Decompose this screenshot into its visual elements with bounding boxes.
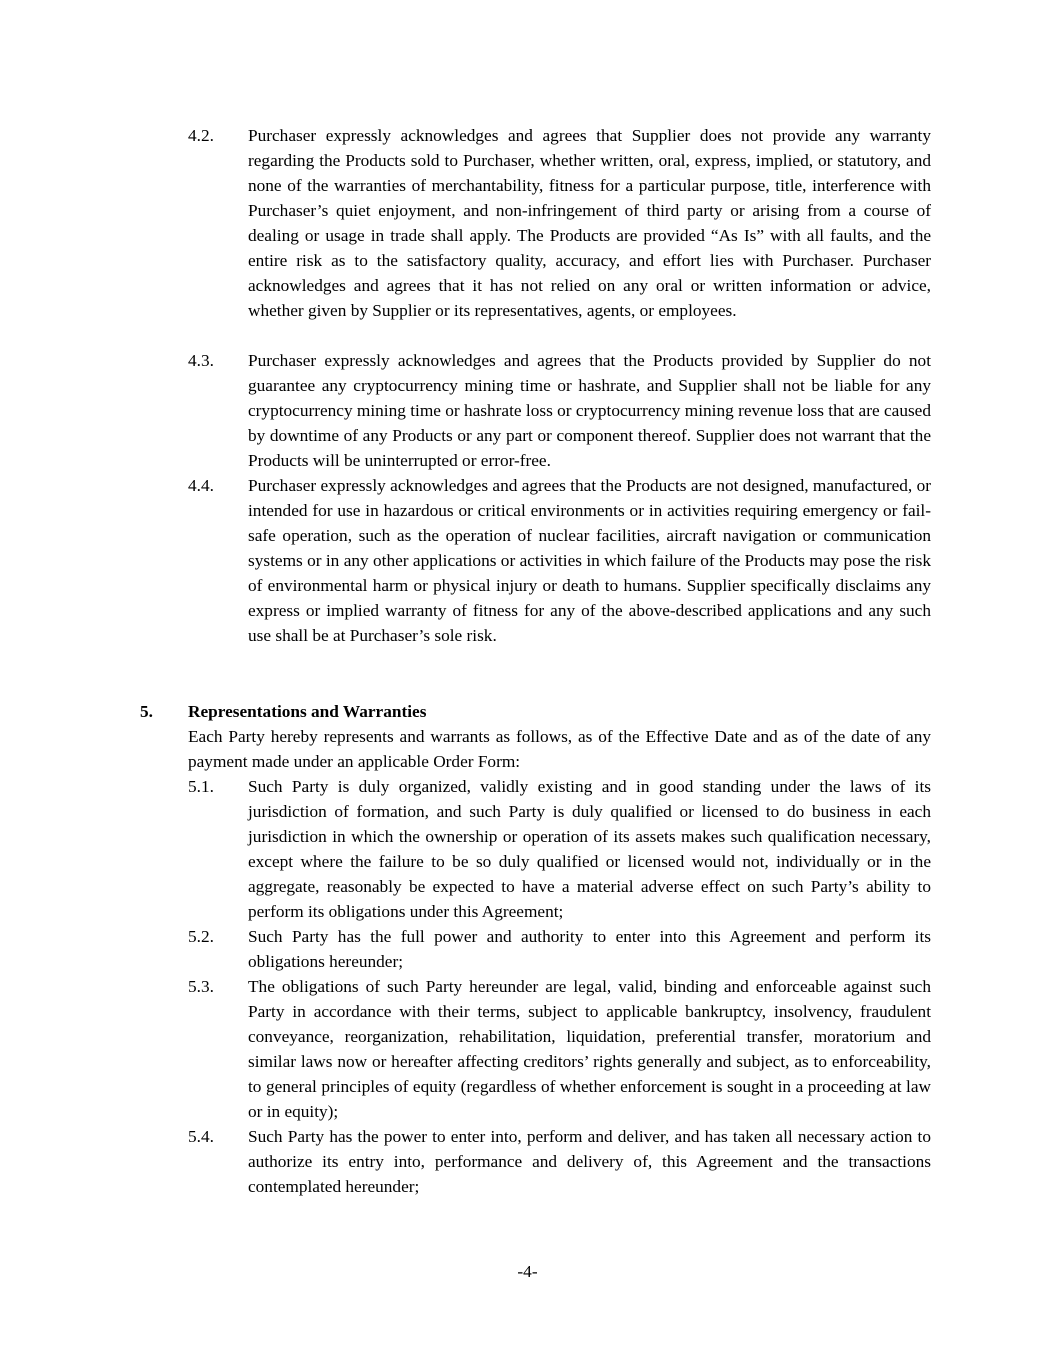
section-5-intro: Each Party hereby represents and warrants as follows, as of the Effective Date and as of the date of any payment made under an applicable Order Form: <box>188 727 931 771</box>
clause-4-3 <box>188 348 931 473</box>
clause-text: Purchaser expressly acknowledges and agrees that the Products are not designed, manufactured, or intended for use in hazardous or critical environments or in activities requiring emergency or fail-safe operation, such as the operation of nuclear facilities, aircraft navigation or communication systems or in any other applications or activities in which failure of the Products may pose the risk of environmental harm or physical injury or death to humans. Supplier specifically disclaims any express or implied warranty of fitness for any of the above-described applications and any such use shall be at Purchaser’s sole risk. <box>248 476 931 645</box>
section-5-heading <box>140 699 931 724</box>
clause-number: 5.3. <box>188 977 214 996</box>
section-title: Representations and Warranties <box>188 702 427 721</box>
clause-number: 4.2. <box>188 126 214 145</box>
clause-number: 5.2. <box>188 927 214 946</box>
clause-number: 4.3. <box>188 351 214 370</box>
page-number: -4- <box>517 1262 538 1281</box>
clause-5-2 <box>188 924 931 974</box>
clause-text: The obligations of such Party hereunder are legal, valid, binding and enforceable against such Party in accordance with their terms, subject to applicable bankruptcy, insolvency, fraudulent conveyance, reorganization, rehabilitation, liquidation, preferential transfer, moratorium and similar laws now or hereafter affecting creditors’ rights generally and subject, as to enforceability, to general principles of equity (regardless of whether enforcement is sought in a proceeding at law or in equity); <box>248 977 931 1121</box>
clause-number: 4.4. <box>188 476 214 495</box>
clause-5-3 <box>188 974 931 1124</box>
clause-4-2 <box>188 123 931 323</box>
clause-text: Such Party has the full power and authority to enter into this Agreement and perform its obligations hereunder; <box>248 927 931 971</box>
clause-text: Such Party is duly organized, validly existing and in good standing under the laws of its jurisdiction of formation, and such Party is duly qualified or licensed to do business in each jurisdiction in which the ownership or operation of its assets makes such qualification necessary, except where the failure to be so duly qualified or licensed would not, individually or in the aggregate, reasonably be expected to have a material adverse effect on such Party’s ability to perform its obligations under this Agreement; <box>248 777 931 921</box>
clause-number: 5.4. <box>188 1127 214 1146</box>
section-number: 5. <box>140 702 153 721</box>
clause-5-1 <box>188 774 931 924</box>
clause-text: Purchaser expressly acknowledges and agrees that the Products provided by Supplier do not guarantee any cryptocurrency mining time or hashrate, and Supplier shall not be liable for any cryptocurrency mining time or hashrate loss or cryptocurrency mining revenue loss that are caused by downtime of any Products or any part or component thereof. Supplier does not warrant that the Products will be uninterrupted or error-free. <box>248 351 931 470</box>
clause-text: Such Party has the power to enter into, perform and deliver, and has taken all necessary action to authorize its entry into, performance and delivery of, this Agreement and the transactions contemplated hereunder; <box>248 1127 931 1196</box>
clause-5-4 <box>188 1124 931 1199</box>
clause-4-4 <box>188 473 931 648</box>
clause-number: 5.1. <box>188 777 214 796</box>
clause-text: Purchaser expressly acknowledges and agrees that Supplier does not provide any warranty regarding the Products sold to Purchaser, whether written, oral, express, implied, or statutory, and none of the warranties of merchantability, fitness for a particular purpose, title, interference with Purchaser’s quiet enjoyment, and non-infringement of third party or arising from a course of dealing or usage in trade shall apply. The Products are provided “As Is” with all faults, and the entire risk as to the satisfactory quality, accuracy, and effort lies with Purchaser. Purchaser acknowledges and agrees that it has not relied on any oral or written information or advice, whether given by Supplier or its representatives, agents, or employees. <box>248 126 931 320</box>
